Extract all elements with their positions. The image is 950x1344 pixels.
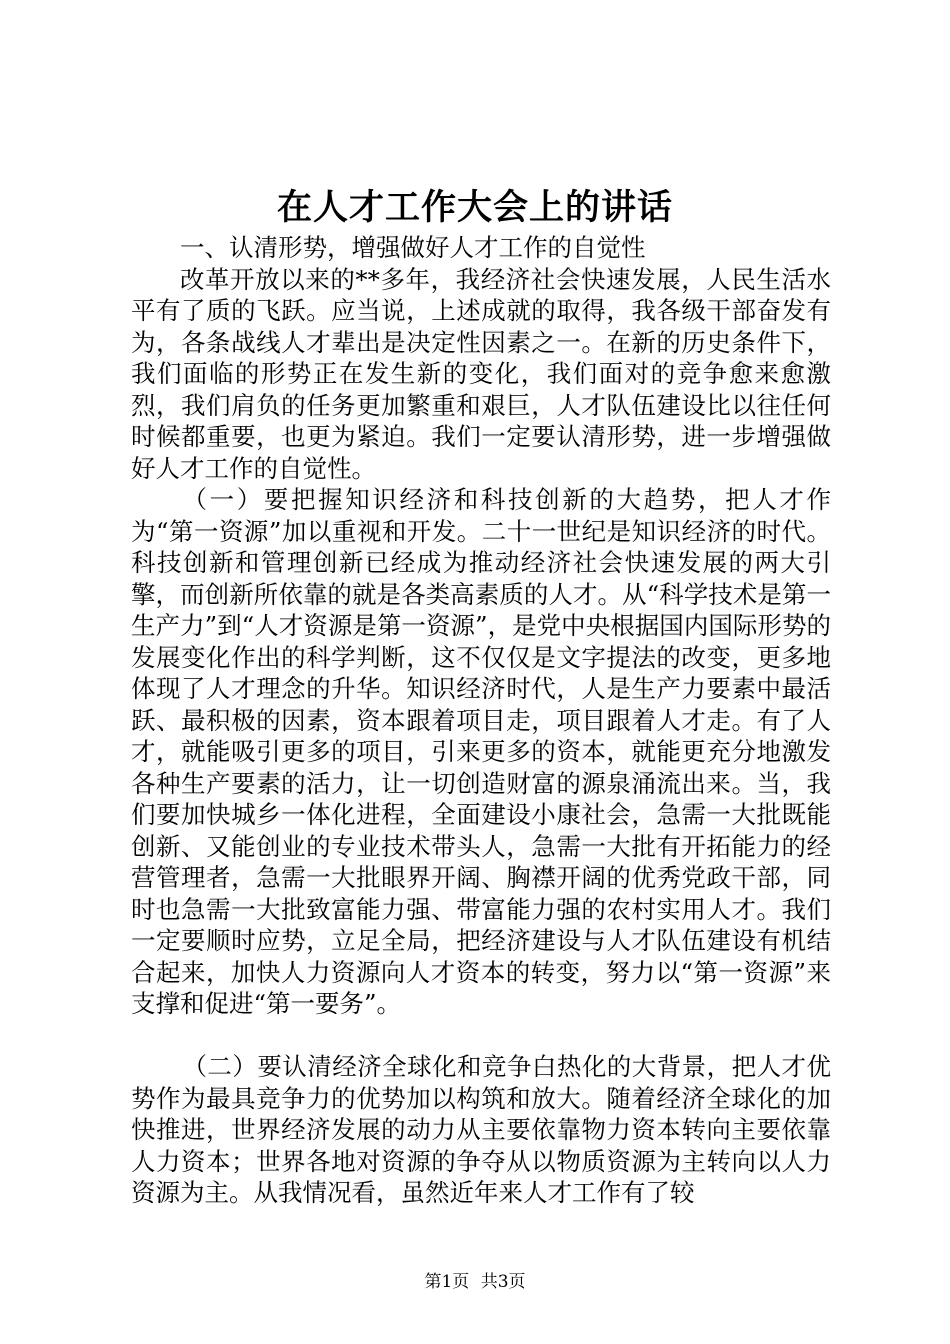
document-body: [131, 232, 831, 1209]
page-number: 第1页: [424, 1272, 470, 1292]
section-heading: 一、认清形势，增强做好人才工作的自觉性: [180, 233, 646, 262]
page-footer: [0, 1271, 950, 1293]
body-paragraph: （二）要认清经济全球化和竞争白热化的大背景，把人才优势作为最具竞争力的优势加以构筑和放大。随着经济全球化的加快推进，世界经济发展的动力从主要依靠物力资本转向主要依靠人力资本；世界各地对资源的争夺从以物质资源为主转向以人力资源为主。从我情况看，虽然近年来人才工作有了较: [131, 1052, 831, 1207]
document-title: 在人才工作大会上的讲话: [276, 187, 673, 228]
body-paragraph: （一）要把握知识经济和科技创新的大趋势，把人才作为“第一资源”加以重视和开发。二十一世纪是知识经济的时代。科技创新和管理创新已经成为推动经济社会快速发展的两大引擎，而创新所依靠的就是各类高素质的人才。从“科学技术是第一生产力”到“人才资源是第一资源”，是党中央根据国内国际形势的发展变化作出的科学判断，这不仅仅是文字提法的改变，更多地体现了人才理念的升华。知识经济时代，人是生产力要素中最活跃、最积极的因素，资本跟着项目走，项目跟着人才走。有了人才，就能吸引更多的项目，引来更多的资本，就能更充分地激发各种生产要素的活力，让一切创造财富的源泉涌流出来。当，我们要加快城乡一体化进程，全面建设小康社会，急需一大批既能创新、又能创业的专业技术带头人，急需一大批有开拓能力的经营管理者，急需一大批眼界开阔、胸襟开阔的优秀党政干部，同时也急需一大批致富能力强、带富能力强的农村实用人才。我们一定要顺时应势，立足全局，把经济建设与人才队伍建设有机结合起来，加快人力资源向人才资本的转变，努力以“第一资源”来支撑和促进“第一要务”。: [131, 485, 831, 1018]
paragraph-spacer: [131, 1020, 831, 1052]
page-total: 共3页: [480, 1272, 526, 1292]
body-paragraph: 改革开放以来的**多年，我经济社会快速发展，人民生活水平有了质的飞跃。应当说，上述成就的取得，我各级干部奋发有为，各条战线人才辈出是决定性因素之一。在新的历史条件下，我们面临的形势正在发生新的变化，我们面对的竞争愈来愈激烈，我们肩负的任务更加繁重和艰巨，人才队伍建设比以往任何时候都重要，也更为紧迫。我们一定要认清形势，进一步增强做好人才工作的自觉性。: [131, 264, 831, 483]
